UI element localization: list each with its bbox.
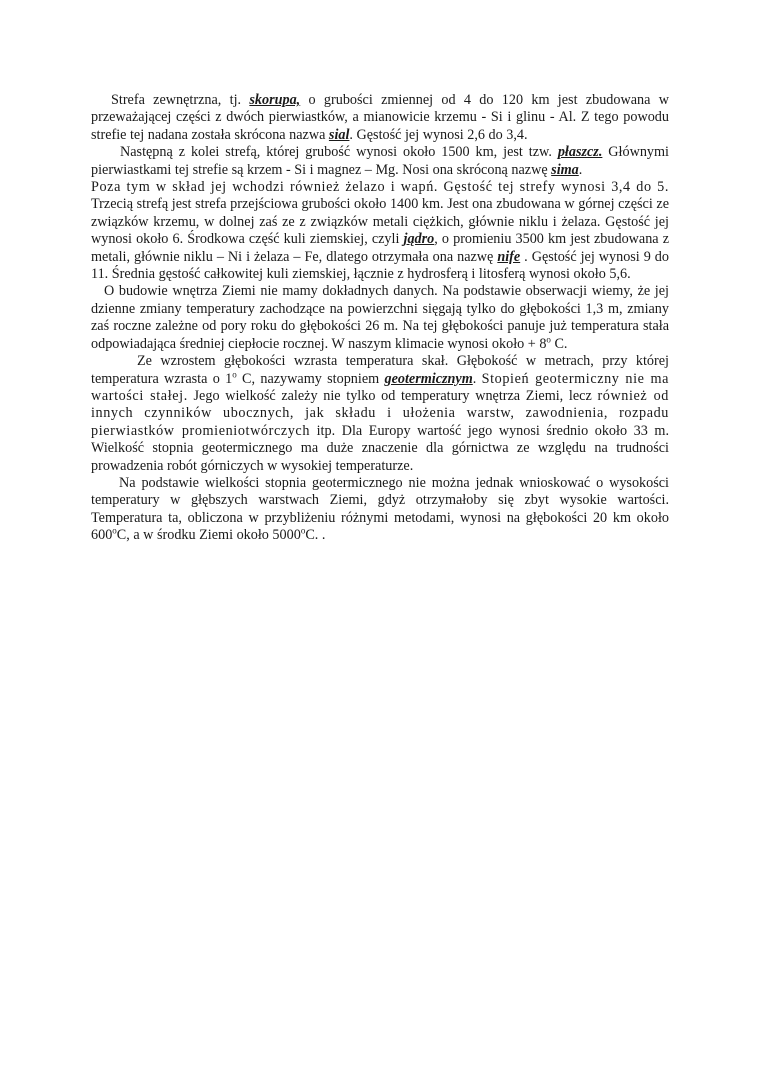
- paragraph-interior: [91, 283, 669, 353]
- text-run: Następną z kolei strefą, której grubość wynosi około 1500 km, jest tzw.: [120, 144, 558, 161]
- paragraph-mantle: [91, 144, 669, 179]
- term-plaszcz: płaszcz.: [557, 144, 603, 161]
- term-sial: sial: [328, 126, 350, 143]
- text-run: C. .: [305, 527, 326, 544]
- text-run: Ze wzrostem głębokości wzrasta temperatura skał. Głębokość w metrach, przy której temperatura wzrasta o 1: [91, 353, 669, 387]
- paragraph-geothermal: [91, 353, 669, 475]
- paragraph-core: [91, 179, 669, 283]
- text-run: Na podstawie wielkości stopnia geotermicznego nie można jednak wnioskować o wysokości temperatury w głębszych warstwach Ziemi, gdyż otrzymałoby się zbyt wysokie wartości. Temperatura ta, obliczona w przybliżeniu różnymi metodami, wynosi na głębokości 20 km około 600: [91, 474, 669, 544]
- text-run: . Gęstość jej wynosi 2,6 do 3,4.: [349, 126, 528, 143]
- degree-mark: o: [232, 368, 237, 379]
- paragraph-temperature: [91, 475, 669, 545]
- text-run: O budowie wnętrza Ziemi nie mamy dokładnych danych. Na podstawie obserwacji wiemy, że jej dzienne zmiany temperatury zachodzące na powierzchni sięgają tylko do głębokości 1,3 m, zmiany zaś roczne zależne od pory roku do głębokości 26 m. Na tej głębokości panuje już temperatura stała odpowiadająca średniej ciepłocie rocznej. W naszym klimacie wynosi około + 8: [91, 283, 669, 352]
- text-run: .: [578, 161, 583, 178]
- text-run: Trzecią strefą jest strefa przejściowa grubości około 1400 km. Jest ona zbudowana w górnej części ze związków krzemu, w dolnej zaś ze z związków metali ciężkich, głównie niklu i żelaza. Gęstość jej wynosi około 6. Środkowa część kuli ziemskiej, czyli: [91, 196, 669, 248]
- text-run: również od innych czynników ubocznych, jak składu i ułożenia warstw, zawodnienia, rozpadu pierwiastków promieniotwórczych: [91, 387, 670, 439]
- text-run: Strefa zewnętrzna, tj.: [111, 92, 250, 108]
- document-page: [91, 92, 669, 545]
- degree-mark: o: [112, 525, 117, 536]
- term-sima: sima: [551, 161, 579, 178]
- degree-mark: o: [300, 525, 306, 536]
- text-run: C, nazywamy stopniem: [236, 370, 385, 387]
- degree-mark: o: [546, 333, 551, 344]
- term-geotermicznym: geotermicznym: [384, 370, 473, 387]
- text-run: C.: [550, 335, 568, 352]
- text-run: . Gęstość jej wynosi 9 do 11. Średnia gęstość całkowitej kuli ziemskiej, łącznie z hydrosferą i litosferą wynosi około 5,6.: [91, 248, 669, 283]
- term-skorupa: skorupa,: [249, 92, 301, 108]
- text-run: itp. Dla Europy wartość jego wynosi średnio około 33 m. Wielkość stopnia geotermicznego ma duże znaczenie dla górnictwa ze względu na trudności prowadzenia robót górniczych w wysokiej temperaturze.: [91, 422, 669, 474]
- text-run: Jego wielkość zależy nie tylko od temperatury wnętrza Ziemi, lecz: [187, 387, 598, 404]
- term-jadro: jądro: [403, 231, 435, 248]
- paragraph-crust: [91, 92, 669, 144]
- text-run: .: [472, 370, 482, 387]
- text-run: o grubości zmiennej od 4 do 120 km jest zbudowana w przeważającej części z dwóch pierwiastków, a mianowicie krzemu - Si i glinu - Al. Z tego powodu strefie tej nadana została skrócona nazwa: [91, 92, 669, 143]
- term-nife: nife: [497, 248, 521, 265]
- text-run: Stopień geotermiczny nie ma wartości stałej.: [91, 370, 670, 404]
- text-run: , o promieniu 3500 km jest zbudowana z metali, głównie niklu – Ni i żelaza – Fe, dlatego otrzymała ona nazwę: [91, 231, 669, 265]
- text-run: Głównymi pierwiastkami tej strefie są krzem - Si i magnez – Mg. Nosi ona skróconą nazwę: [91, 144, 669, 178]
- text-run: Poza tym w skład jej wchodzi również żelazo i wapń. Gęstość tej strefy wynosi 3,4 do 5.: [91, 179, 669, 196]
- text-run: C, a w środku Ziemi około 5000: [116, 527, 301, 544]
